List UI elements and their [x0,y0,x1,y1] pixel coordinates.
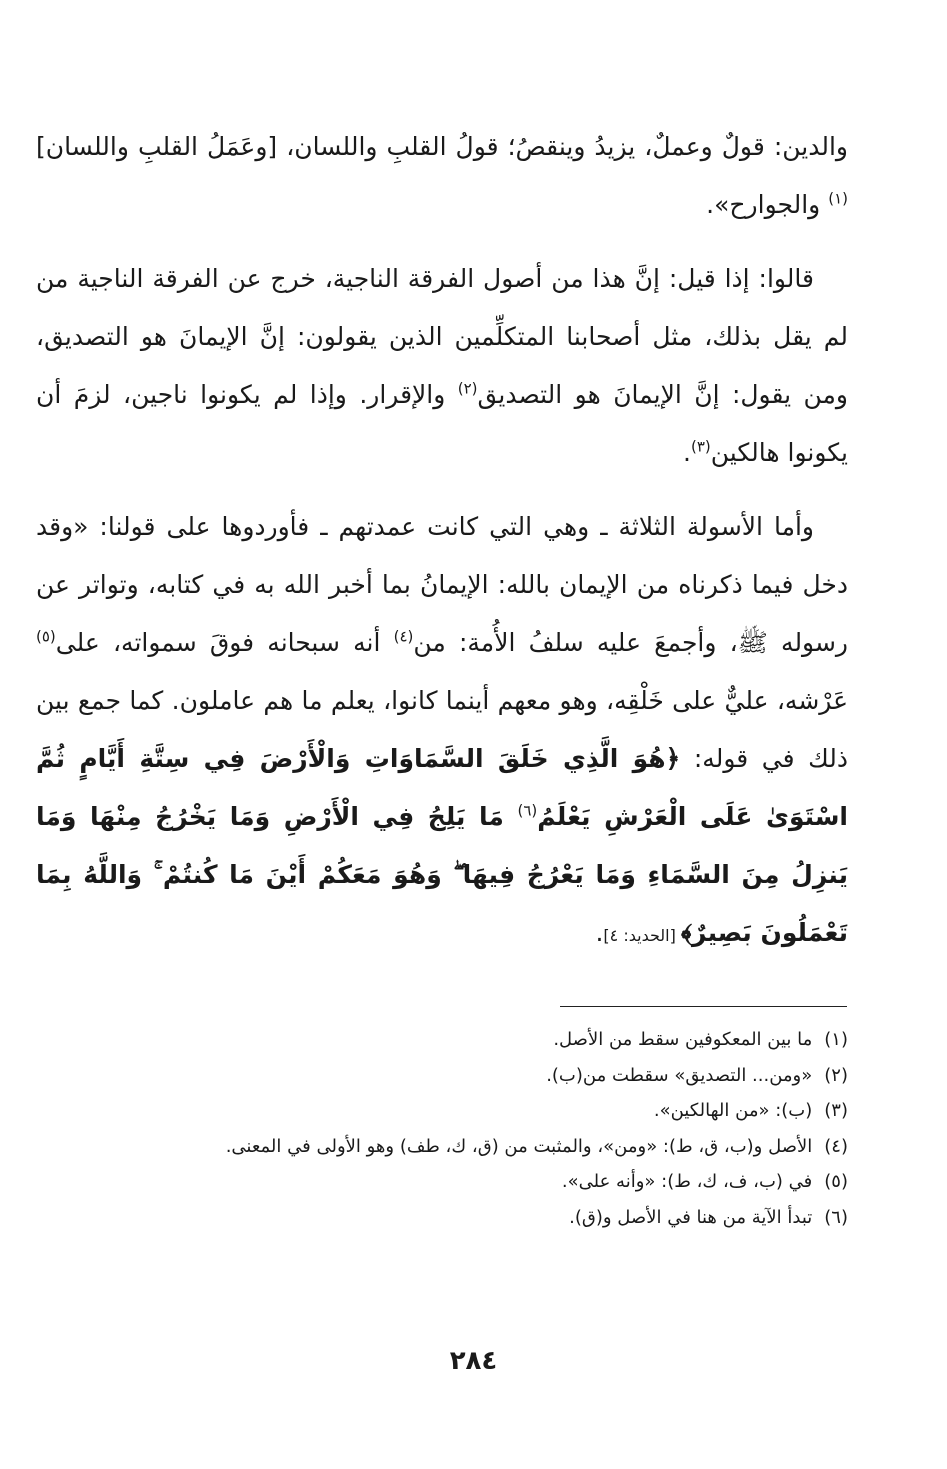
text-run: قالوا: إذا قيل: إنَّ هذا من أصول الفرقة الناجية، خرج عن الفرقة الناجية من لم يقل بذلك، مثل أصحابنا المتكلِّمين الذين يقولون: إنَّ الإيمانَ هو التصديق، ومن يقول: إنَّ الإيمانَ هو التصديق [36,264,848,409]
footnote-2 [60,1058,848,1094]
footnote-3 [60,1093,848,1129]
footnote-text: «ومن... التصديق» سقطت من(ب). [546,1064,813,1086]
text-run: والجوارح». [706,190,829,219]
footnote-text: ما بين المعكوفين سقط من الأصل. [553,1029,813,1050]
footnote-ref-1: (١) [828,189,848,208]
main-text [36,118,848,965]
verse-citation: [الحديد: ٤] [603,926,681,945]
footnote-number: (٣) [824,1100,848,1121]
text-run: . [595,918,604,947]
quran-verse: ﴿هُوَ الَّذِي خَلَقَ السَّمَاوَاتِ وَالْأَرْضَ فِي سِتَّةِ أَيَّامٍ ثُمَّ اسْتَوَىٰ عَلَى الْعَرْشِ يَعْلَمُ [36,744,848,831]
footnote-ref-4: (٤) [393,627,414,646]
text-run: وأما الأسولة الثلاثة ـ وهي التي كانت عمدتهم ـ فأوردوها على قولنا: «وقد دخل فيما ذكرناه من الإيمان بالله: الإيمانُ بما أخبر الله به في كتابه، وتواتر عن رسوله ﷺ، وأجمعَ عليه سلفُ الأُمة: من [36,512,848,657]
footnote-ref-5: (٥) [36,627,56,646]
footnote-text: الأصل و(ب، ق، ط): «ومن»، والمثبت من (ق، ك، طف) وهو الأولى في المعنى. [225,1135,813,1157]
paragraph-1 [36,118,848,234]
paragraph-2 [36,250,848,482]
footnotes [60,1022,848,1235]
footnote-number: (١) [824,1029,848,1050]
footnote-4 [60,1129,848,1165]
text-run: والإقرار. وإذا لم يكونوا ناجين، لزمَ أن يكونوا هالكين [36,380,848,467]
text-run: أنه سبحانه فوقَ سمواته، على [55,628,394,657]
footnote-ref-3: (٣) [690,437,711,456]
footnote-5 [60,1164,848,1200]
footnote-text: تبدأ الآية من هنا في الأصل و(ق). [569,1206,813,1228]
footnote-separator [560,1006,847,1007]
footnote-ref-2: (٢) [457,379,478,398]
footnote-number: (٥) [824,1171,848,1192]
footnote-1 [60,1022,848,1058]
quran-verse: مَا يَلِجُ فِي الْأَرْضِ وَمَا يَخْرُجُ مِنْهَا وَمَا يَنزِلُ مِنَ السَّمَاءِ وَمَا يَعْرُجُ فِيهَا ۖ وَهُوَ مَعَكُمْ أَيْنَ مَا كُنتُمْ ۚ وَاللَّهُ بِمَا تَعْمَلُونَ بَصِيرٌ﴾ [36,802,848,947]
text-run: والدين: قولٌ وعملٌ، يزيدُ وينقصُ؛ قولُ القلبِ واللسان، [وعَمَلُ القلبِ واللسان] [36,132,848,161]
footnote-6 [60,1200,848,1236]
footnote-text: (ب): «من الهالكين». [653,1100,813,1121]
footnote-text: في (ب، ف، ك، ط): «وأنه على». [561,1171,813,1192]
footnote-ref-6: (٦) [517,801,538,820]
text-run: عَرْشه، عليٌّ على خَلْقِه، وهو معهم أينما كانوا، يعلم ما هم عاملون. كما جمع بين ذلك في قوله: [36,686,848,773]
footnote-number: (٦) [824,1206,848,1228]
text-run: . [683,438,691,467]
page-number: ٢٨٤ [449,1346,498,1376]
footnote-number: (٤) [824,1135,848,1157]
footnote-number: (٢) [824,1064,848,1086]
paragraph-3 [36,498,848,965]
